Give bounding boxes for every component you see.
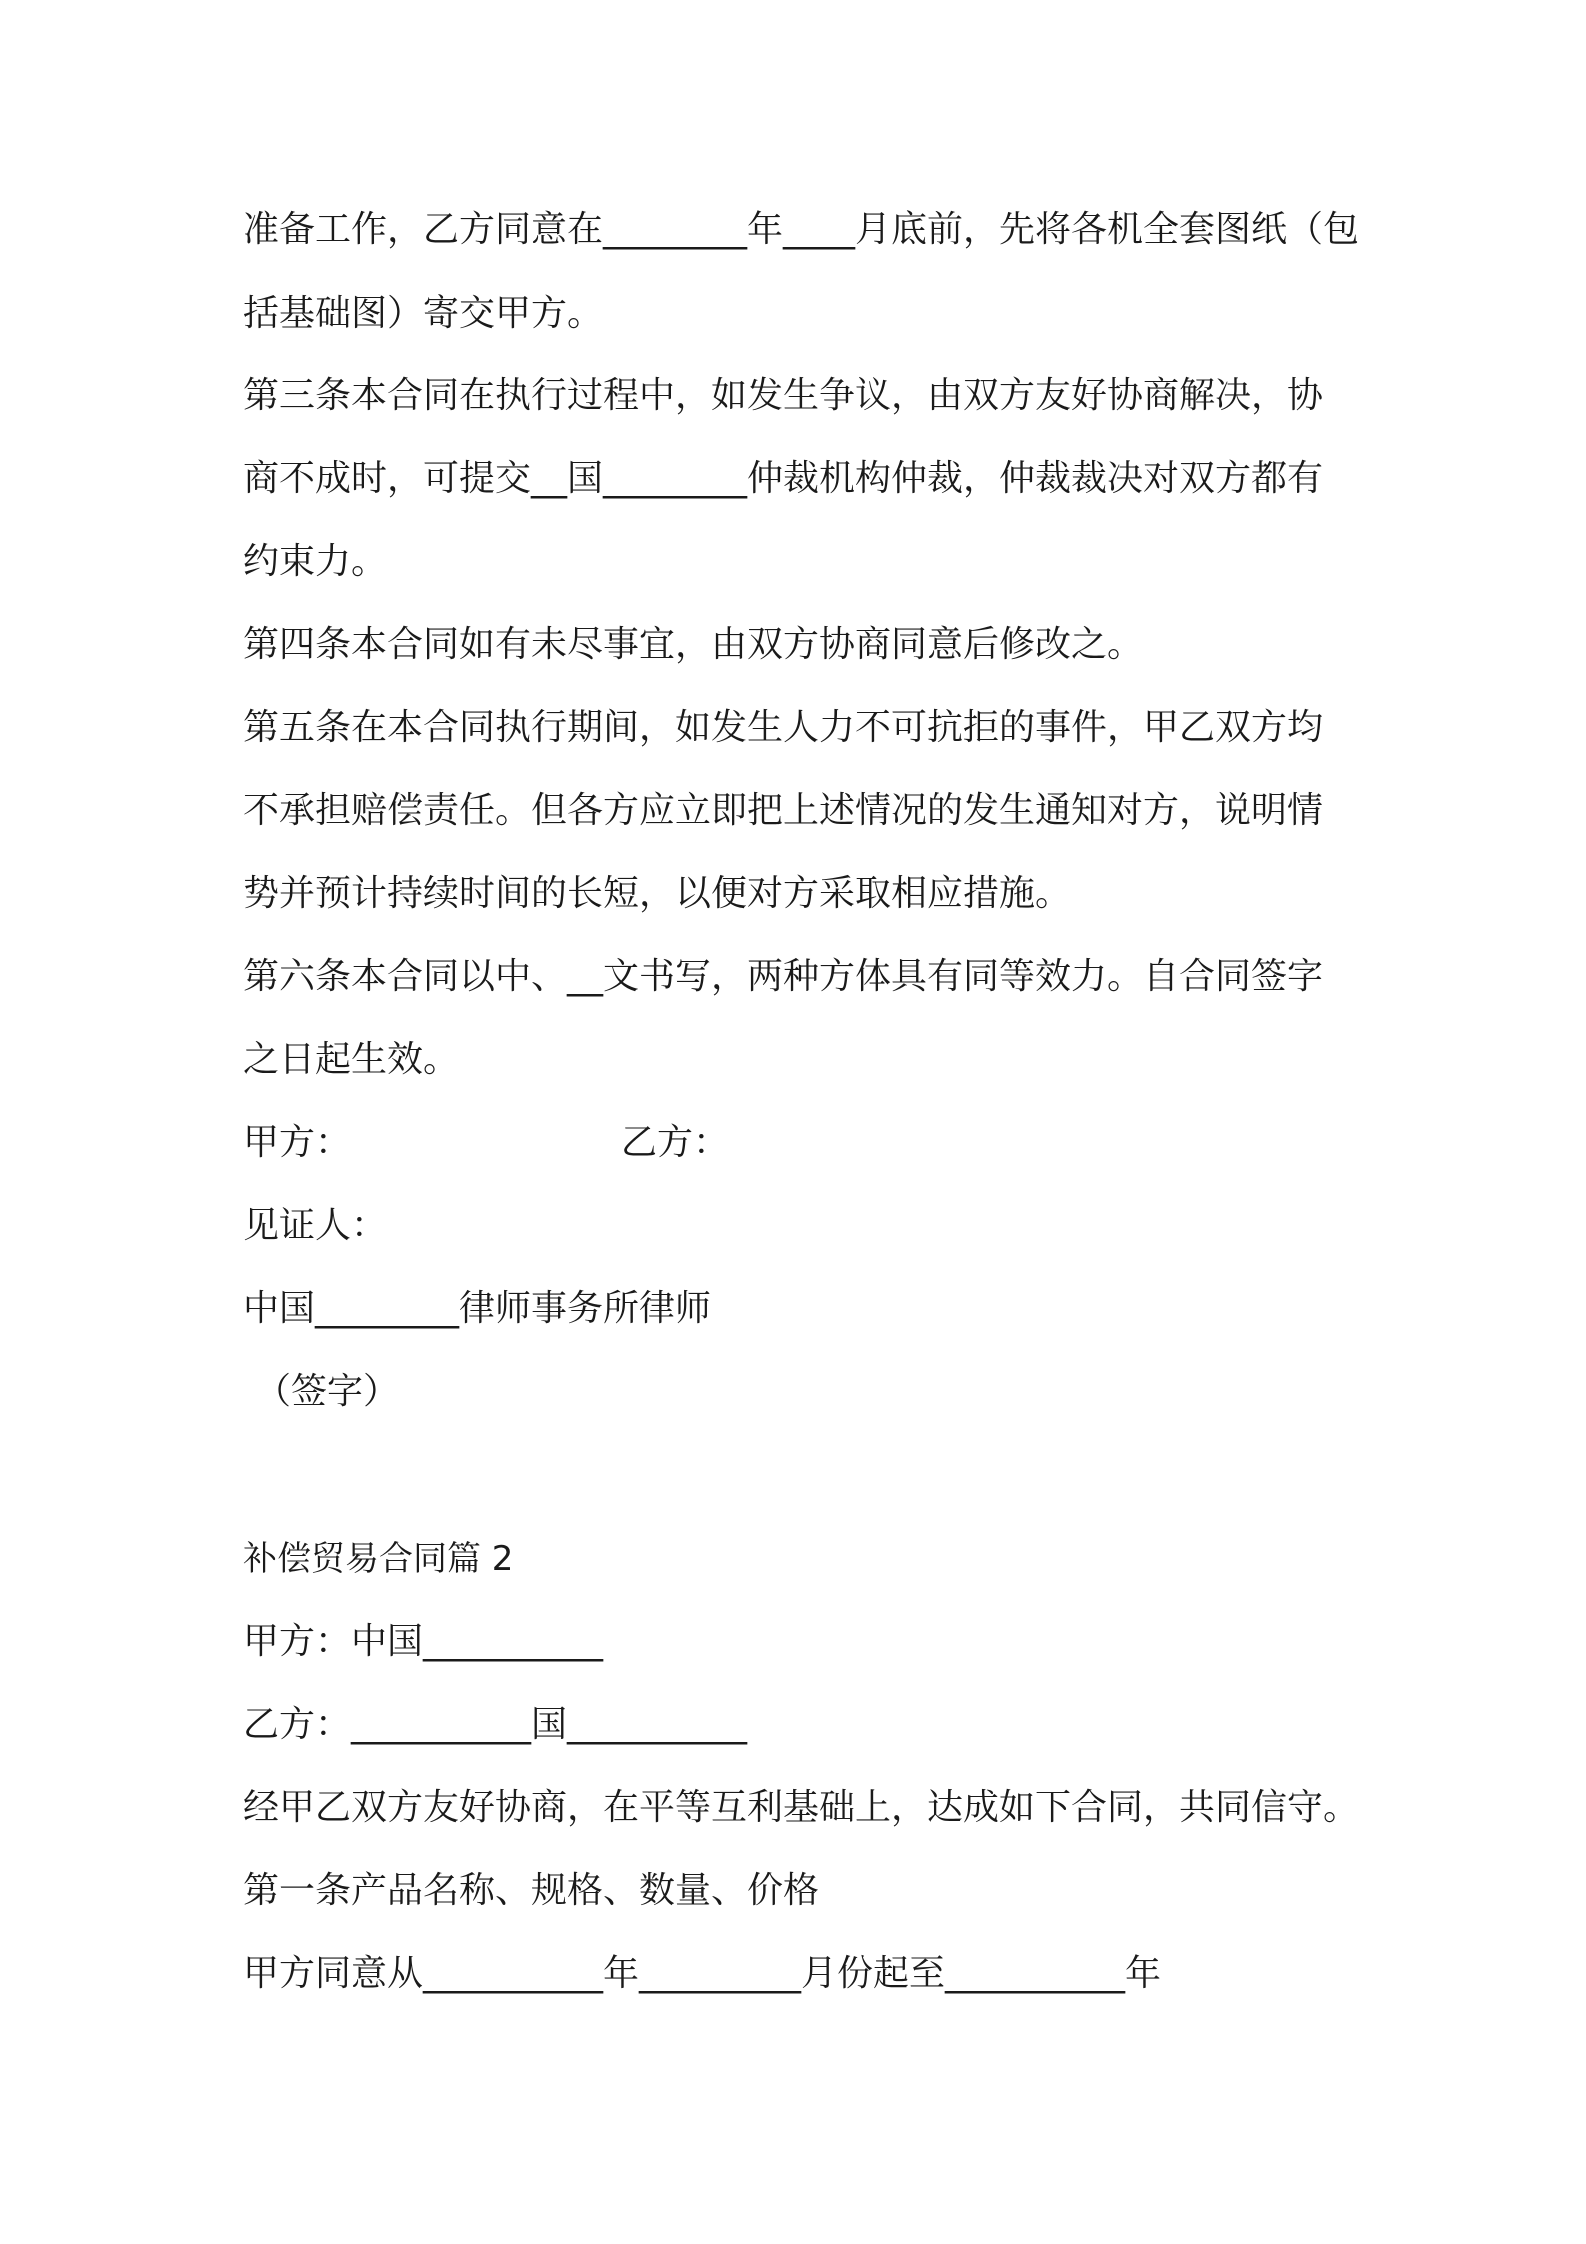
article-6-line: 第六条本合同以中、__文书写，两种方体具有同等效力。自合同签字: [243, 956, 1324, 997]
signature-note: （签字）: [255, 1371, 400, 1412]
paragraph-line: 准备工作，乙方同意在________年____月底前，先将各机全套图纸（包: [243, 209, 1360, 250]
party-signature-line: 甲方： 乙方：: [243, 1122, 730, 1163]
article-3-line: 第三条本合同在执行过程中，如发生争议，由双方友好协商解决，协: [243, 375, 1324, 416]
paragraph-line: 约束力。: [243, 541, 388, 582]
paragraph-line: 商不成时，可提交__国________仲裁机构仲裁，仲裁裁决对双方都有: [243, 458, 1324, 499]
paragraph-line: 势并预计持续时间的长短，以便对方采取相应措施。: [243, 873, 1072, 914]
paragraph-line: 不承担赔偿责任。但各方应立即把上述情况的发生通知对方，说明情: [243, 790, 1324, 831]
paragraph-line: 之日起生效。: [243, 1039, 460, 1080]
article-1-heading: 第一条产品名称、规格、数量、价格: [243, 1870, 820, 1911]
law-firm-line: 中国________律师事务所律师: [243, 1288, 712, 1329]
article-4-line: 第四条本合同如有未尽事宜，由双方协商同意后修改之。: [243, 624, 1144, 665]
section-title: 补偿贸易合同篇 2: [243, 1539, 514, 1579]
preamble-line: 经甲乙双方友好协商，在平等互利基础上，达成如下合同，共同信守。: [243, 1787, 1360, 1828]
paragraph-line: 括基础图）寄交甲方。: [243, 293, 604, 334]
witness-line: 见证人：: [243, 1205, 388, 1246]
party-a-line: 甲方：中国__________: [243, 1621, 604, 1662]
party-b-line: 乙方：__________国__________: [243, 1704, 748, 1745]
paragraph-line: 甲方同意从__________年_________月份起至__________年: [243, 1953, 1162, 1994]
article-5-line: 第五条在本合同执行期间，如发生人力不可抗拒的事件，甲乙双方均: [243, 707, 1324, 748]
